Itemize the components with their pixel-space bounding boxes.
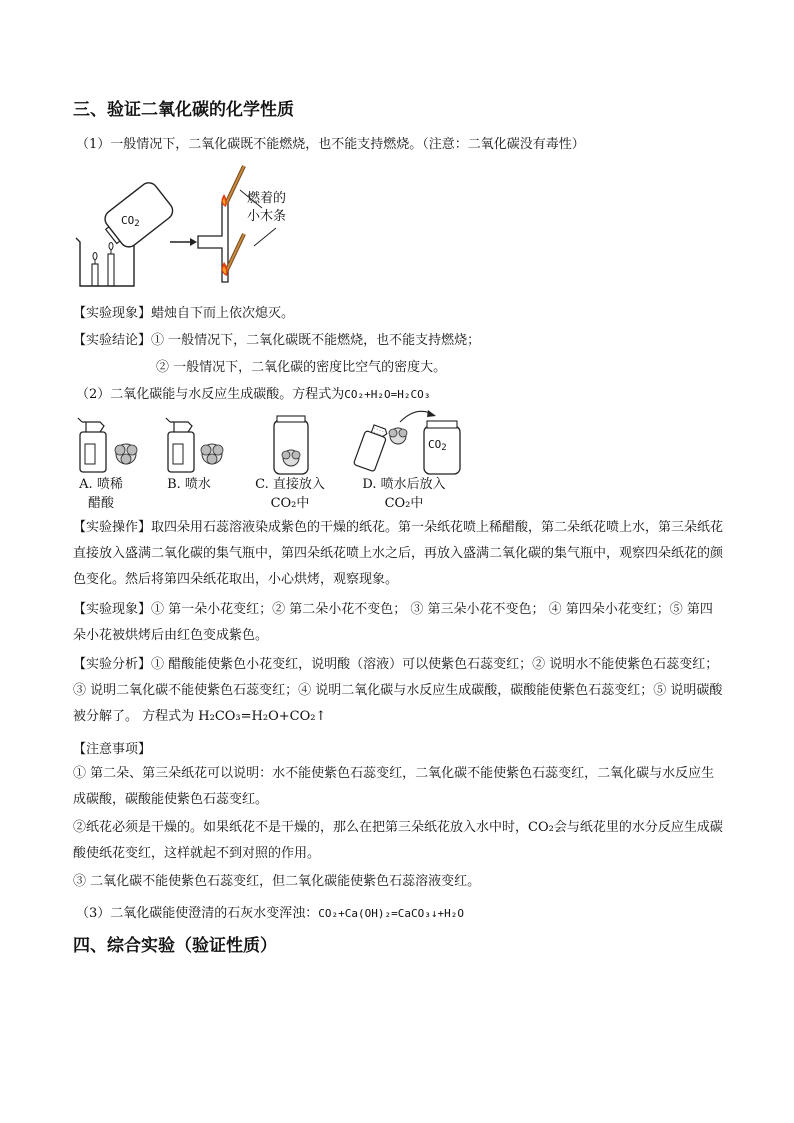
spray-bottle-icon [353,423,389,472]
part1-conclusion-1: 【实验结论】① 一般情况下，二氧化碳既不能燃烧，也不能支持燃烧； [73,333,481,348]
caption-a: A. 喷稀 醋酸 [79,477,123,511]
note-1: ① 第二朵、第三朵纸花可以说明：水不能使紫色石蕊变红，二氧化碳不能使紫色石蕊变红，二氧化碳与水反应生成碳酸，碳酸能使紫色石蕊变红。 [73,766,715,807]
note-3: ③ 二氧化碳不能使紫色石蕊变红，但二氧化碳能使紫色石蕊溶液变红。 [73,874,481,889]
co2-label: $CO_2$ [121,214,140,229]
part2-phenomenon: 【实验现象】① 第一朵小花变红；② 第二朵小花不变色； ③ 第三朵小花不变色； ④ 第四朵小花变红；⑤ 第四朵小花被烘烤后由红色变成紫色。 [73,602,713,643]
part1-intro: （1）一般情况下，二氧化碳既不能燃烧，也不能支持燃烧。（注意：二氧化碳没有毒性） [76,137,585,152]
part2-analysis: 【实验分析】① 醋酸能使紫色小花变红，说明酸（溶液）可以使紫色石蕊变红；② 说明水不能使紫色石蕊变红；③ 说明二氧化碳不能使紫色石蕊变红；④ 说明二氧化碳与水反应生成碳酸，碳酸能使紫色石蕊变红；⑤ 说明碳酸被分解了。 方程式为 H₂CO₃=H₂O+CO₂↑ [73,657,723,724]
stick-label-line1: 燃着的 [247,191,287,206]
notes-heading: 【注意事项】 [73,742,152,757]
spray-bottle-icon [78,418,106,472]
part2-equation: CO₂+H₂O=H₂CO₃ [344,388,431,401]
paper-flower-experiment-figure [72,404,472,478]
candle-icon [92,264,98,286]
stick-label-line2: 小木条 [247,209,287,224]
spray-bottle-icon [166,418,194,472]
section-title: 四、综合实验（验证性质） [73,936,277,956]
candle-icon [108,254,114,286]
jar-co2-label: $CO_2$ [428,438,447,453]
caption-b: B. 喷水 [167,477,211,492]
paper-flower-icon [389,428,407,444]
part1-phenomenon: 【实验现象】蜡烛自下而上依次熄灭。 [73,306,295,321]
part3-intro: （3）二氧化碳能使澄清的石灰水变浑浊：CO₂+Ca(OH)₂=CaCO₃↓+H₂O [76,906,464,921]
paper-flower-icon [201,444,223,464]
note-2: ②纸花必须是干燥的。如果纸花不是干燥的，那么在把第三朵纸花放入水中时，CO₂会与纸花里的水分反应生成碳酸使纸花变红，这样就起不到对照的作用。 [73,820,723,861]
caption-c: C. 直接放入 CO₂中 [255,477,325,511]
paper-flower-icon [282,450,300,466]
paper-flower-icon [115,444,137,464]
part2-operation: 【实验操作】取四朵用石蕊溶液染成紫色的干燥的纸花。第一朵纸花喷上稀醋酸，第二朵纸花喷上水，第三朵纸花直接放入盛满二氧化碳的集气瓶中，第四朵纸花喷上水之后，再放入盛满二氧化碳的集气瓶中，观察四朵纸花的颜色变化。然后将第四朵纸花取出，小心烘烤，观察现象。 [73,520,724,587]
section-title: 三、验证二氧化碳的化学性质 [73,100,294,120]
part3-equation: CO₂+Ca(OH)₂=CaCO₃↓+H₂O [318,907,464,920]
part1-conclusion-2: ② 一般情况下，二氧化碳的密度比空气的密度大。 [156,360,447,375]
caption-d: D. 喷水后放入 CO₂中 [362,477,446,511]
part2-intro: （2）二氧化碳能与水反应生成碳酸。方程式为CO₂+H₂O=H₂CO₃ [76,387,431,402]
